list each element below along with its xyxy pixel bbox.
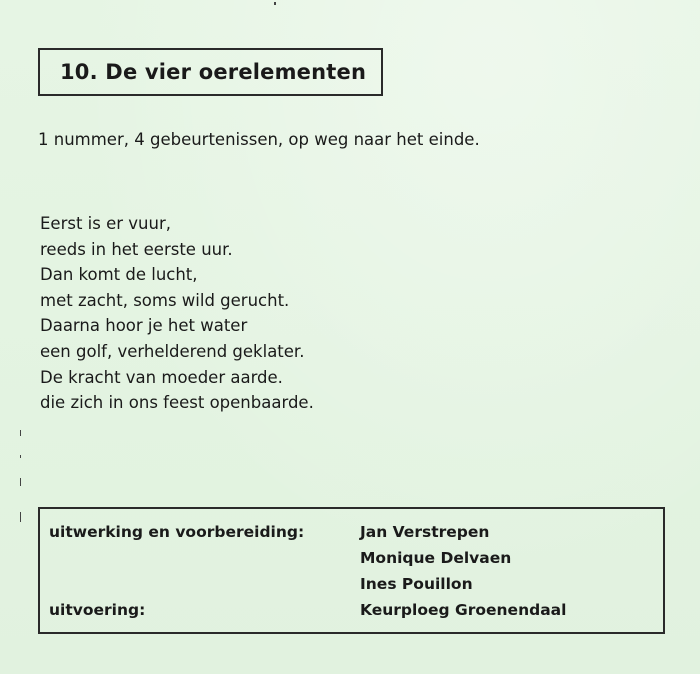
title-box (38, 48, 383, 96)
poem-line: een golf, verhelderend geklater. (40, 341, 305, 361)
scan-speck (20, 512, 21, 522)
poem-line: Daarna hoor je het water (40, 316, 248, 336)
poem-line: reeds in het eerste uur. (40, 239, 233, 259)
preparation-name: Jan Verstrepen (360, 523, 490, 541)
poem-line: De kracht van moeder aarde. (40, 367, 283, 387)
credits-box (38, 507, 665, 634)
preparation-name: Ines Pouillon (360, 575, 473, 593)
preparation-label: uitwerking en voorbereiding: (49, 523, 305, 541)
poem-line: Dan komt de lucht, (40, 265, 198, 285)
poem (40, 211, 314, 416)
subtitle: 1 nummer, 4 gebeurtenissen, op weg naar het einde. (38, 130, 480, 149)
preparation-name: Monique Delvaen (360, 549, 512, 567)
performance-label: uitvoering: (49, 601, 146, 619)
poem-line: Eerst is er vuur, (40, 214, 171, 233)
poem-line: die zich in ons feest openbaarde. (40, 393, 314, 413)
scan-speck (20, 455, 21, 458)
scan-speck (20, 430, 21, 436)
page-title: 10. De vier oerelementen (60, 60, 367, 84)
performance-name: Keurploeg Groenendaal (360, 601, 567, 619)
scan-speck (20, 478, 21, 486)
scan-speck (274, 2, 276, 5)
poem-line: met zacht, soms wild gerucht. (40, 290, 290, 310)
